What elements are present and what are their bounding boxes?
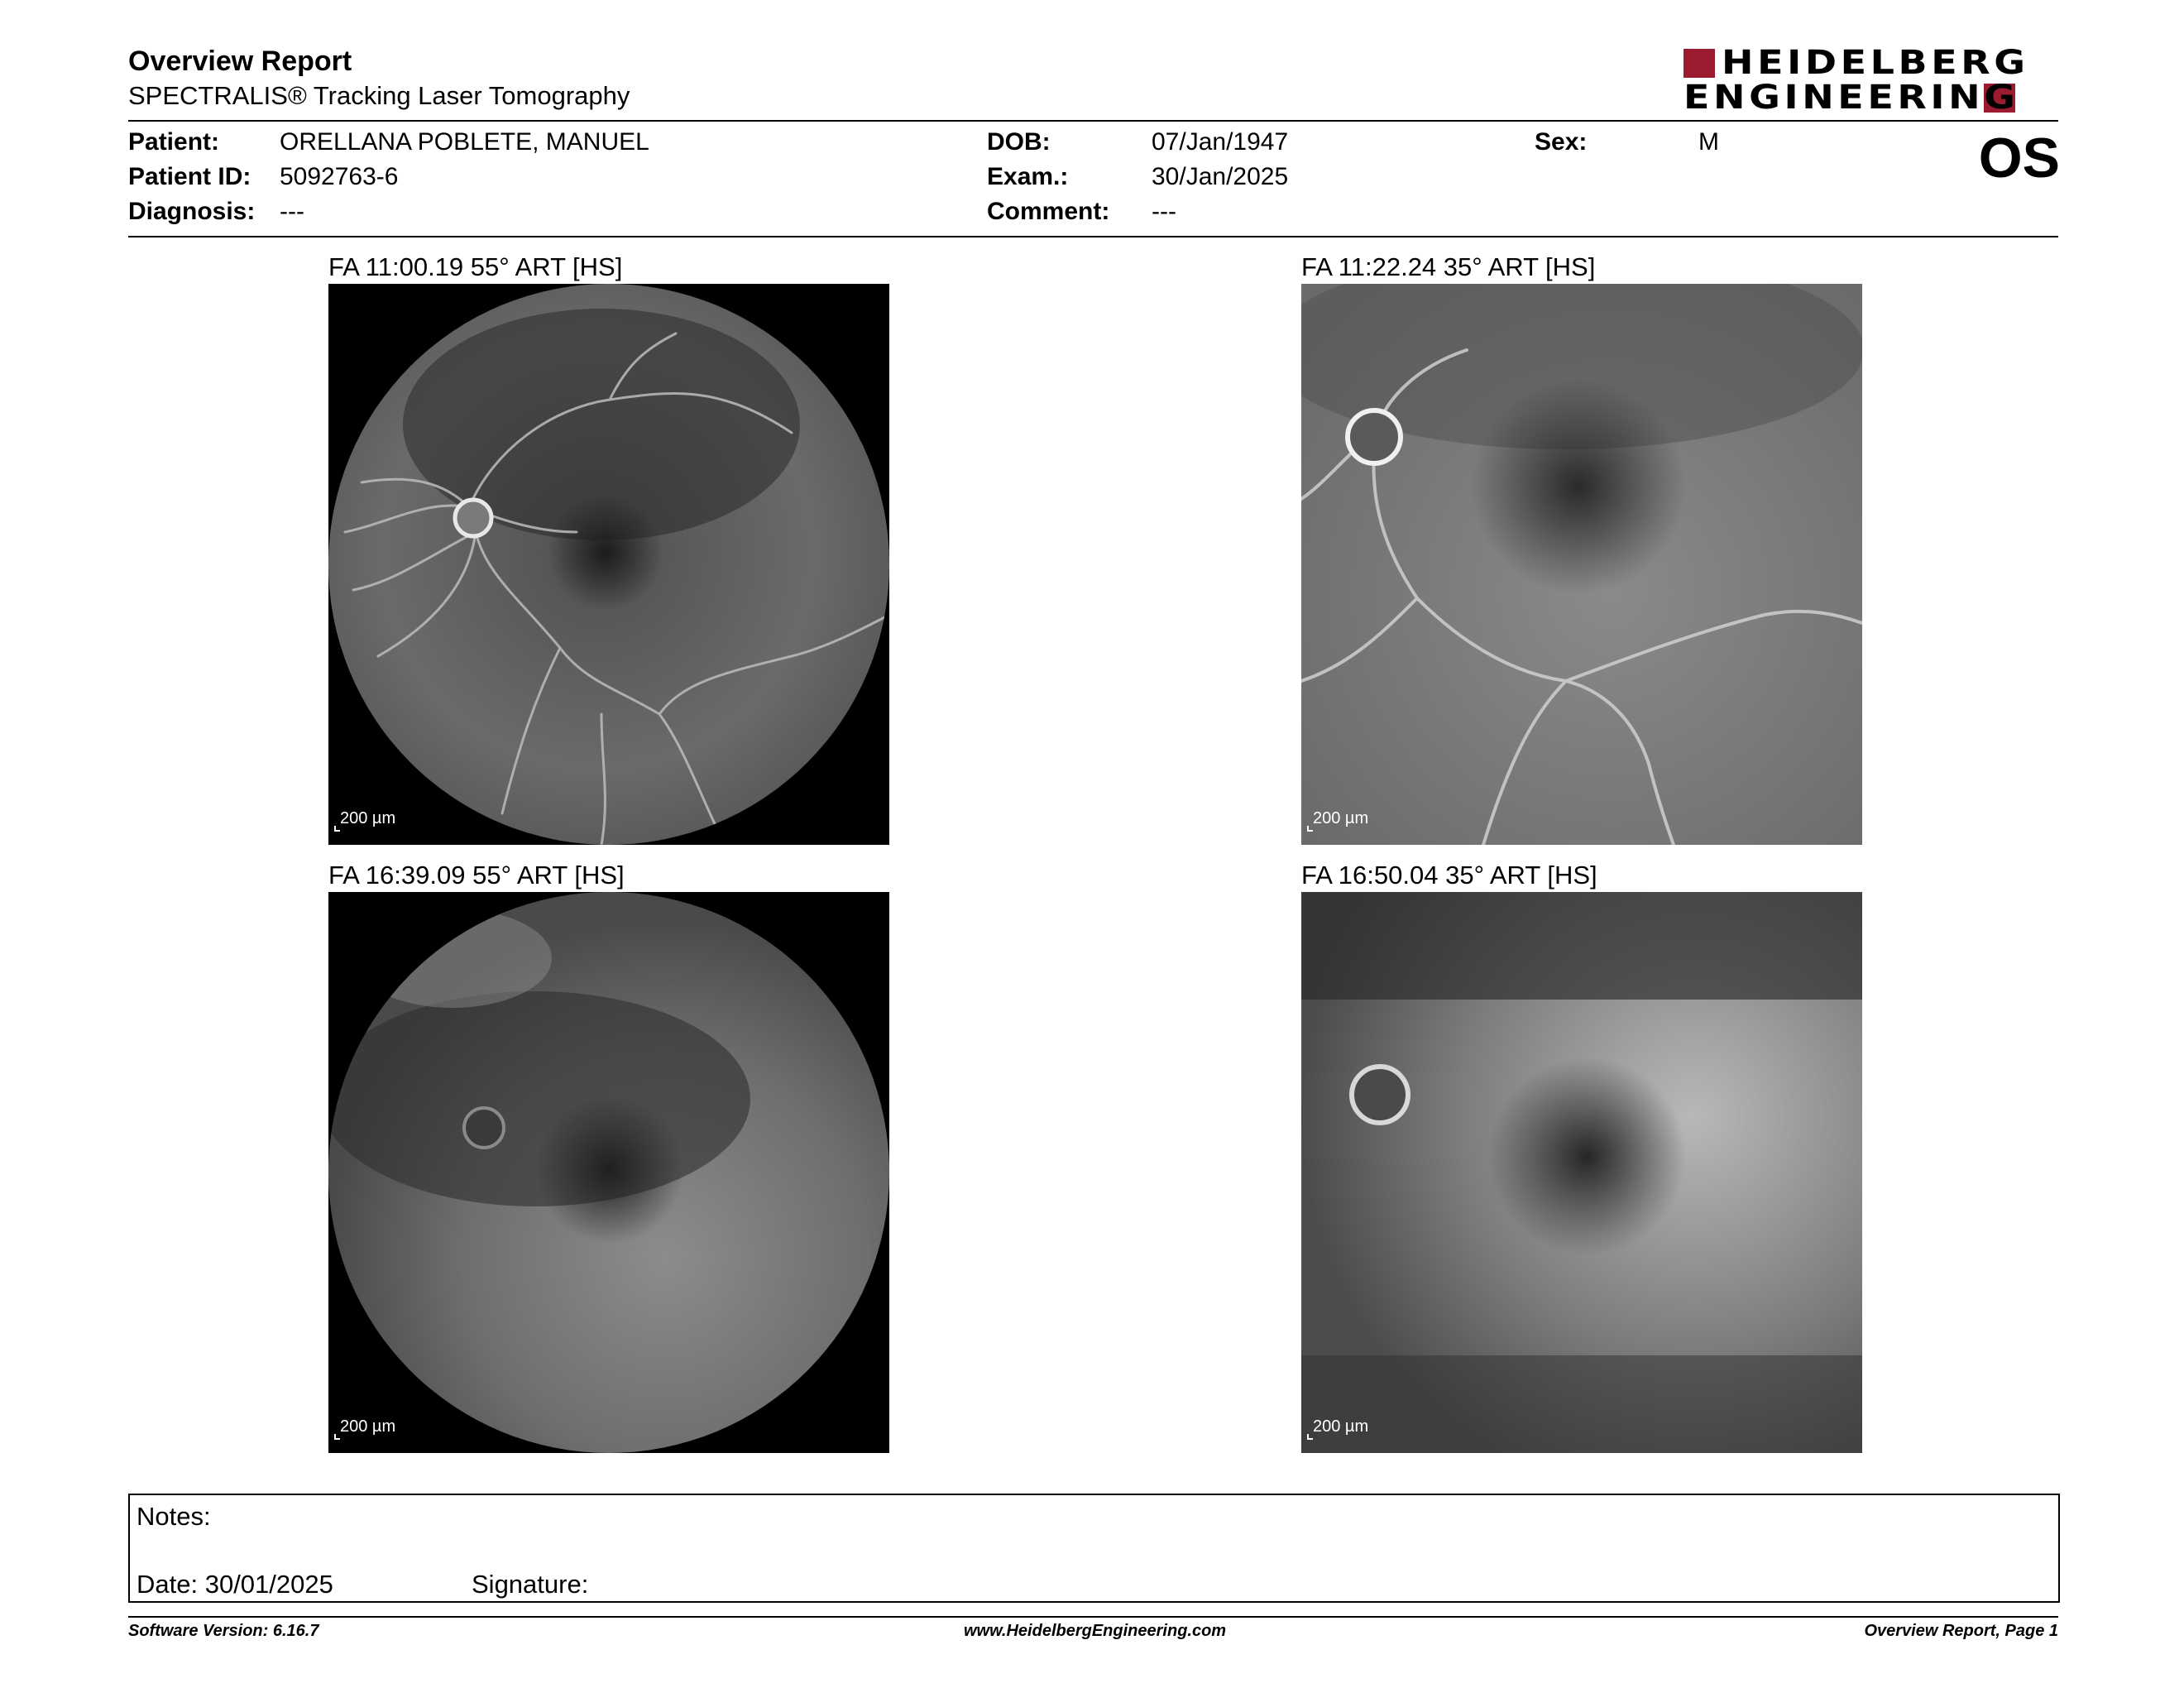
notes-label: Notes: [136,1502,211,1531]
diagnosis-label: Diagnosis: [128,198,256,225]
image-caption: FA 16:50.04 35° ART [HS] [1301,861,1597,890]
fundus-image[interactable] [1301,892,1862,1453]
notes-box[interactable] [128,1494,2060,1603]
scale-label: 200 µm [340,1417,396,1436]
image-caption: FA 11:22.24 35° ART [HS] [1301,252,1596,281]
patient-label: Patient: [128,128,220,156]
footer-divider [128,1616,2058,1618]
scale-label: 200 µm [340,809,396,827]
patient-value: ORELLANA POBLETE, MANUEL [280,128,649,156]
image-caption: FA 16:39.09 55° ART [HS] [328,861,625,890]
scale-bar-icon [1307,826,1313,832]
scale-label: 200 µm [1313,1417,1369,1436]
patient-divider [128,236,2058,237]
comment-value: --- [1152,198,1176,225]
scale-bar-icon [334,1434,340,1440]
fundus-image[interactable] [328,892,889,1453]
logo-text-line2: ENGINEERING [1684,79,2019,117]
exam-value: 30/Jan/2025 [1152,163,1289,190]
dob-label: DOB: [987,128,1051,156]
fundus-image[interactable] [1301,284,1862,845]
dob-value: 07/Jan/1947 [1152,128,1289,156]
diagnosis-value: --- [280,198,304,225]
website-link[interactable]: www.HeidelbergEngineering.com [964,1622,1227,1640]
scale-label: 200 µm [1313,809,1369,827]
report-subtitle: SPECTRALIS® Tracking Laser Tomography [128,81,630,110]
sex-value: M [1698,128,1719,156]
signature-label: Signature: [472,1570,589,1599]
report-title: Overview Report [128,46,352,77]
exam-label: Exam.: [987,163,1069,190]
scale-bar-icon [334,826,340,832]
logo-square-icon [1684,49,1715,78]
fundus-image[interactable] [328,284,889,845]
scale-bar-icon [1307,1434,1313,1440]
scale-bar [340,1417,395,1436]
comment-label: Comment: [987,198,1110,225]
scale-bar [1313,809,1368,828]
patient-id-label: Patient ID: [128,163,251,190]
eye-indicator: OS [1978,127,2060,189]
header-divider [128,120,2058,122]
software-version: Software Version: 6.16.7 [128,1622,319,1640]
heidelberg-logo [1684,46,2060,116]
date-label: Date: 30/01/2025 [136,1570,333,1599]
patient-id-value: 5092763-6 [280,163,399,190]
page-number: Overview Report, Page 1 [1864,1622,2058,1640]
logo-text-line1: HEIDELBERG [1722,44,2029,82]
scale-bar [1313,1417,1368,1436]
sex-label: Sex: [1535,128,1588,156]
scale-bar [340,809,395,828]
image-caption: FA 11:00.19 55° ART [HS] [328,252,623,281]
